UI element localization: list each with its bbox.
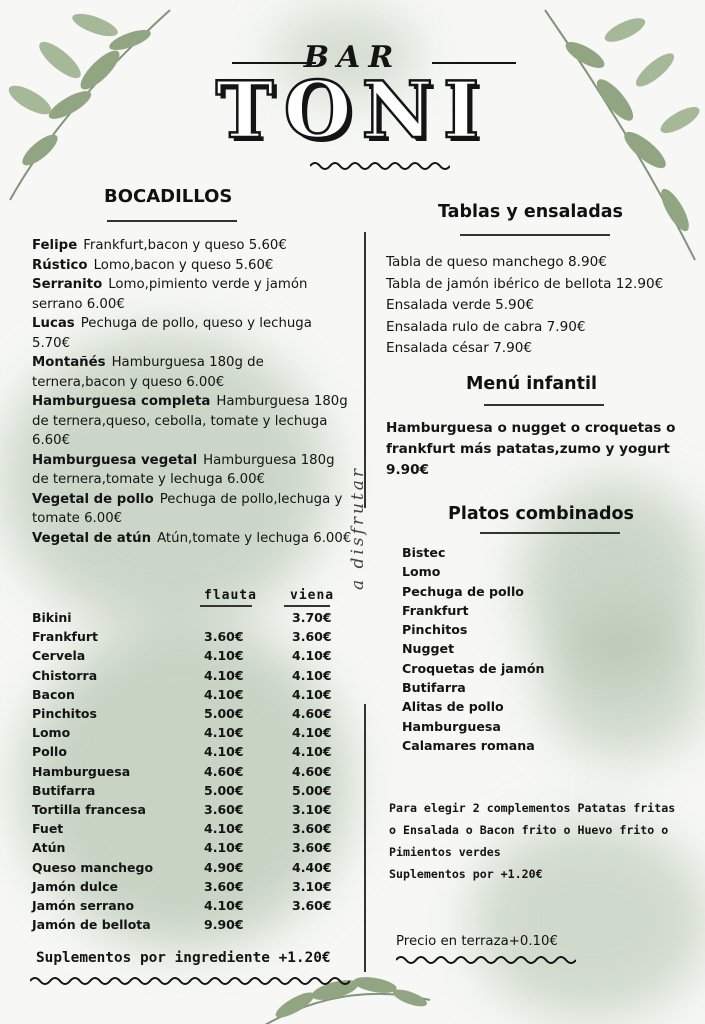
cell-name: Jamón dulce: [32, 878, 118, 894]
list-item: [32, 529, 352, 549]
list-item: [32, 256, 352, 276]
cell-flauta: 3.60€: [204, 802, 244, 817]
column-header-rule: [200, 605, 252, 607]
list-item: Butifarra: [402, 680, 466, 696]
list-item: [32, 275, 352, 314]
cell-flauta: 4.10€: [204, 744, 244, 760]
cell-viena: 4.60€: [292, 706, 332, 721]
tagline-vertical: a disfrutar: [348, 465, 368, 590]
list-item: Ensalada rulo de cabra 7.90€: [386, 318, 586, 335]
tablas-underline: [460, 234, 610, 236]
item-desc: Atún,tomate y lechuga 6.00€: [157, 530, 352, 546]
item-desc: Hamburguesa 180g de ternera,queso, cebolla, tomate y lechuga 6.60€: [32, 394, 348, 448]
table-row: [32, 687, 352, 706]
table-row: [32, 764, 352, 783]
cell-name: Pollo: [32, 744, 67, 760]
item-desc: Frankfurt,bacon y queso 5.60€: [83, 238, 287, 253]
cell-name: Cervela: [32, 648, 86, 664]
list-item: [32, 451, 352, 490]
item-desc: Hamburguesa 180g de ternera,bacon y queso 6.00€: [32, 355, 264, 390]
table-row: [32, 783, 352, 802]
cell-flauta: 4.60€: [204, 763, 244, 779]
list-item: Alitas de pollo: [402, 699, 504, 715]
wavy-divider-icon: [310, 160, 450, 172]
cell-viena: 4.10€: [292, 686, 332, 702]
list-item: [32, 236, 352, 256]
infantil-underline: [484, 404, 604, 406]
list-item: Calamares romana: [402, 737, 535, 753]
tablas-heading: Tablas y ensaladas: [438, 202, 623, 222]
cell-flauta: 4.10€: [204, 821, 244, 837]
table-row: [32, 610, 352, 629]
cell-name: Queso manchego: [32, 859, 154, 875]
table-row: [32, 821, 352, 840]
terraza-price-note: Precio en terraza+0.10€: [396, 934, 558, 949]
item-name: Hamburguesa completa: [32, 394, 211, 409]
cell-flauta: 4.10€: [204, 840, 244, 856]
supplement-note: Suplementos por ingrediente +1.20€: [36, 950, 331, 966]
table-row: [32, 840, 352, 859]
table-row: [32, 648, 352, 667]
table-row: [32, 860, 352, 879]
cell-flauta: 5.00€: [204, 706, 244, 721]
list-item: [32, 353, 352, 392]
cell-flauta: 5.00€: [204, 782, 244, 798]
note-line: o Ensalada o Bacon frito o Huevo frito o: [389, 823, 669, 837]
table-row: [32, 706, 352, 725]
note-line: Pimientos verdes: [389, 845, 501, 859]
cell-viena: 4.10€: [292, 744, 332, 760]
list-item: Tabla de queso manchego 8.90€: [386, 254, 607, 270]
cell-name: Tortilla francesa: [32, 802, 146, 817]
list-item: Bistec: [402, 545, 446, 560]
header-rule-right: [432, 62, 516, 64]
list-item: Tabla de jamón ibérico de bellota 12.90€: [386, 275, 664, 292]
cell-flauta: 4.90€: [204, 859, 244, 875]
item-name: Serranito: [32, 277, 103, 292]
item-name: Rústico: [32, 257, 88, 273]
platos-underline: [480, 532, 620, 534]
cell-flauta: 4.10€: [204, 686, 244, 702]
note-line: Para elegir 2 complementos Patatas fritas: [389, 801, 676, 815]
tablas-list: [386, 252, 663, 360]
list-item: Hamburguesa: [402, 718, 501, 734]
cell-flauta: 4.10€: [204, 648, 244, 664]
list-item: Croquetas de jamón: [402, 660, 545, 676]
item-desc: Hamburguesa 180g de ternera,tomate y lechuga 6.00€: [32, 452, 335, 487]
cell-name: Frankfurt: [32, 629, 99, 645]
list-item: Pechuga de pollo: [402, 583, 524, 599]
item-name: Vegetal de pollo: [32, 491, 154, 507]
cell-viena: 4.10€: [292, 648, 332, 664]
cell-viena: 3.10€: [292, 878, 332, 894]
item-name: Felipe: [32, 238, 78, 253]
infantil-heading: Menú infantil: [466, 374, 597, 394]
cell-name: Atún: [32, 840, 66, 856]
list-item: Lomo: [402, 564, 441, 580]
wavy-divider-icon: [30, 975, 350, 987]
cell-flauta: 4.10€: [204, 898, 244, 913]
header-title: TONI: [215, 65, 490, 156]
cell-name: Fuet: [32, 821, 64, 837]
watercolor-wash: [540, 610, 705, 760]
cell-viena: 3.10€: [292, 802, 332, 817]
table-row: [32, 802, 352, 821]
table-row: [32, 668, 352, 687]
cell-name: Lomo: [32, 725, 71, 741]
cell-flauta: 3.60€: [204, 629, 244, 645]
list-item: [32, 314, 352, 353]
cell-name: Hamburguesa: [32, 763, 131, 779]
cell-name: Jamón serrano: [32, 898, 135, 913]
column-header-viena: viena: [290, 588, 335, 603]
platos-heading: Platos combinados: [448, 504, 634, 524]
cell-viena: 4.10€: [292, 725, 332, 741]
item-name: Hamburguesa vegetal: [32, 452, 198, 468]
cell-name: Bacon: [32, 686, 75, 702]
list-item: Pinchitos: [402, 622, 468, 638]
cell-name: Butifarra: [32, 782, 96, 798]
list-item: Ensalada césar 7.90€: [386, 340, 533, 356]
cell-name: Jamón de bellota: [32, 917, 151, 933]
bocadillos-list: [32, 236, 352, 548]
complementos-note: [389, 797, 689, 885]
item-name: Lucas: [32, 316, 75, 331]
table-row: [32, 725, 352, 744]
table-row: [32, 879, 352, 898]
bocadillos-underline: [107, 220, 237, 222]
table-row: [32, 629, 352, 648]
item-name: Vegetal de atún: [32, 530, 152, 546]
cell-name: Bikini: [32, 610, 72, 625]
cell-name: Pinchitos: [32, 706, 97, 721]
cell-flauta: 9.90€: [204, 917, 244, 933]
column-header-rule: [284, 605, 330, 607]
leaf-branch-bottom-icon: [255, 960, 435, 1024]
cell-flauta: 4.10€: [204, 725, 244, 741]
center-divider-bottom: [364, 704, 366, 972]
cell-viena: 3.60€: [292, 821, 332, 837]
item-name: Montañés: [32, 355, 106, 370]
cell-viena: 5.00€: [292, 782, 332, 798]
infantil-text: Hamburguesa o nugget o croquetas o frankfurt más patatas,zumo y yogurt 9.90€: [386, 420, 676, 478]
cell-flauta: 4.10€: [204, 667, 244, 683]
list-item: Nugget: [402, 641, 455, 657]
list-item: Frankfurt: [402, 602, 469, 618]
item-desc: Pechuga de pollo,lechuga y tomate 6.00€: [32, 491, 343, 526]
cell-viena: 3.60€: [292, 840, 332, 856]
cell-viena: 3.70€: [292, 610, 332, 625]
table-row: [32, 898, 352, 917]
platos-list: [402, 543, 545, 755]
cell-viena: 4.10€: [292, 667, 332, 683]
cell-name: Chistorra: [32, 667, 98, 683]
item-desc: Pechuga de pollo, queso y lechuga 5.70€: [32, 316, 312, 351]
list-item: Ensalada verde 5.90€: [386, 297, 534, 313]
table-row: [32, 917, 352, 936]
item-desc: Lomo,bacon y queso 5.60€: [93, 257, 274, 273]
note-line: Suplementos por +1.20€: [389, 867, 543, 881]
table-row: [32, 744, 352, 763]
cell-viena: 3.60€: [292, 629, 332, 645]
cell-viena: 4.60€: [292, 763, 332, 779]
wavy-divider-icon: [396, 954, 576, 966]
item-desc: Lomo,pimiento verde y jamón serrano 6.00€: [32, 277, 308, 312]
cell-viena: 3.60€: [292, 898, 332, 913]
list-item: [32, 392, 352, 451]
cell-viena: 4.40€: [292, 859, 332, 875]
bocadillos-heading: BOCADILLOS: [104, 186, 233, 207]
list-item: [32, 490, 352, 529]
header-bar-word: BAR: [303, 40, 402, 75]
column-header-flauta: flauta: [204, 588, 257, 603]
cell-flauta: 3.60€: [204, 878, 244, 894]
